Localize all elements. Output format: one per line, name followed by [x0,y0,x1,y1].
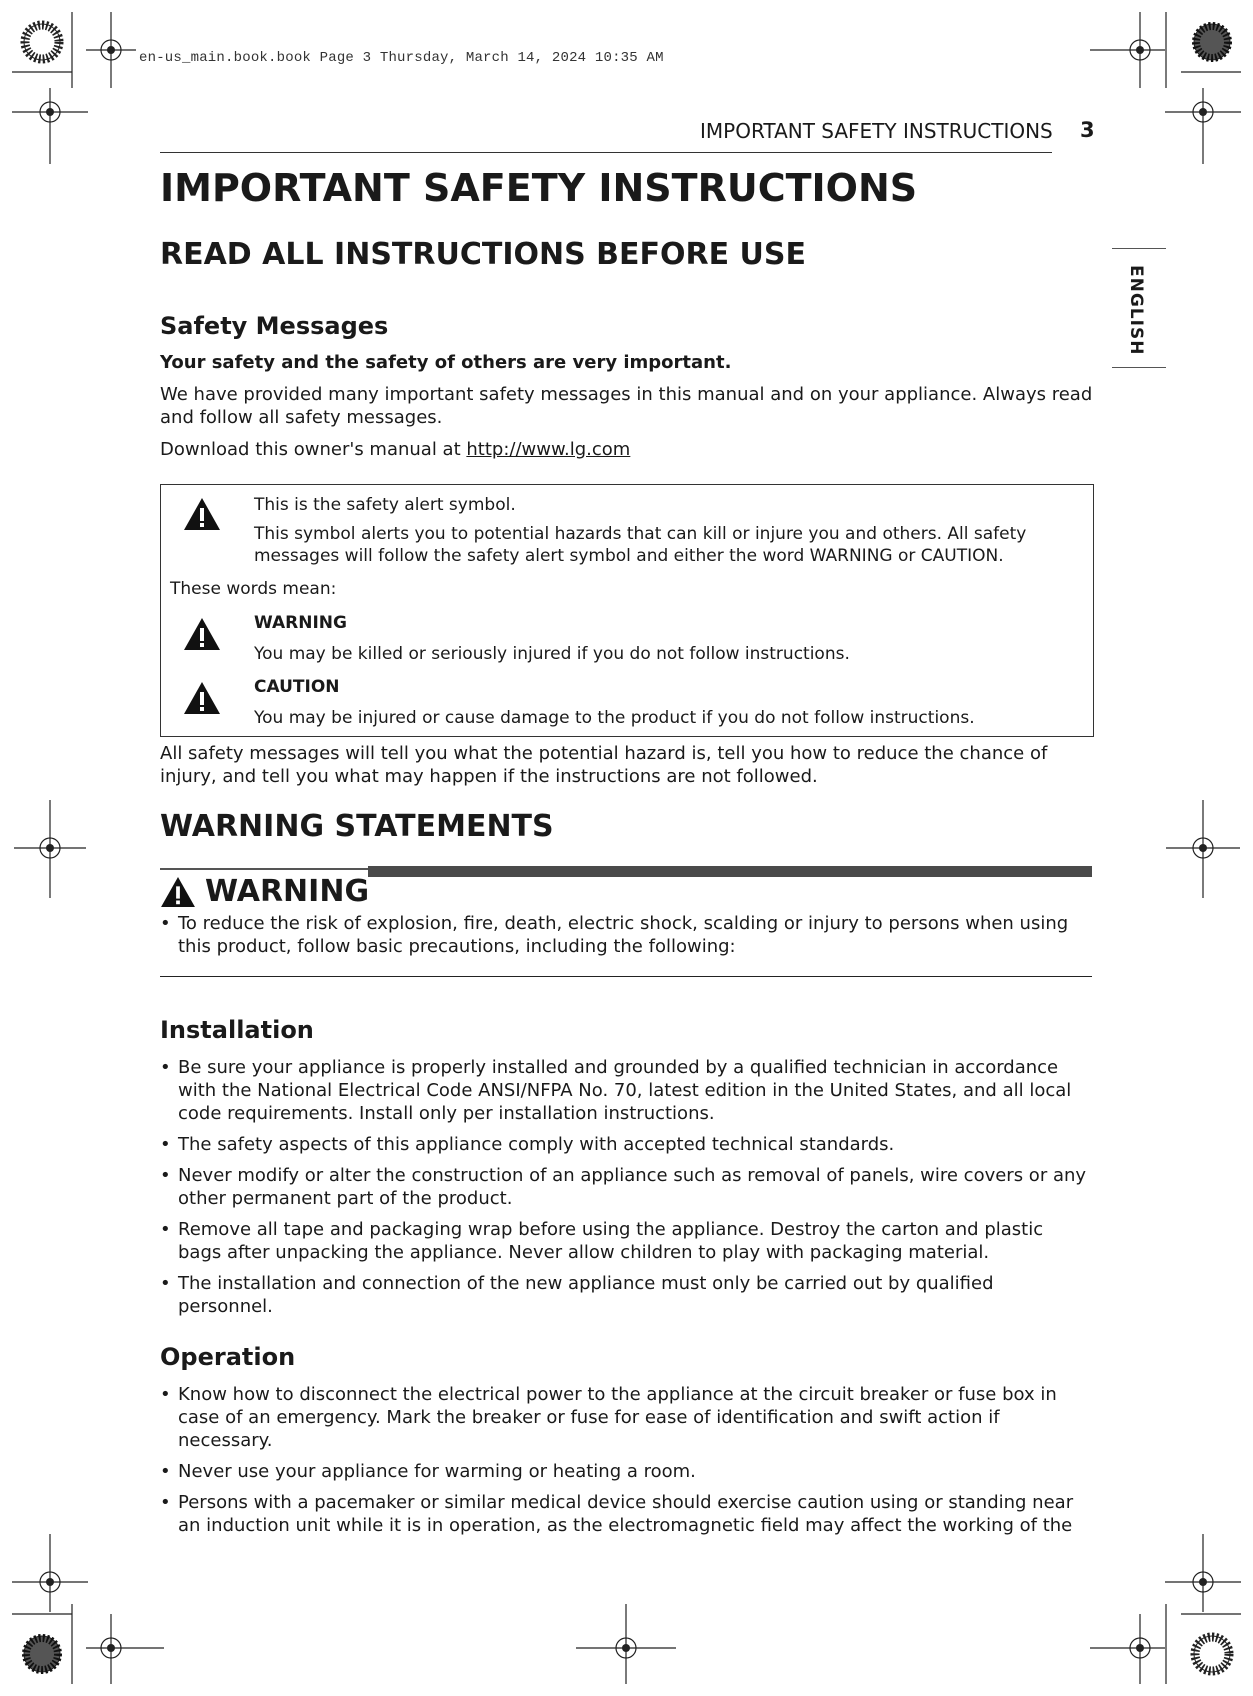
operation-heading: Operation [160,1343,296,1371]
list-item: • Remove all tape and packaging wrap before using the appliance. Destroy the carton and plastic bags after unpacking the appliance. Never allow children to play with packaging material. [160,1218,1090,1264]
words-mean: These words mean: [170,579,337,599]
warning-bar-dark [368,866,1092,877]
download-line [160,438,1092,461]
language-tab [1112,248,1166,368]
list-item: • Persons with a pacemaker or similar medical device should exercise caution using or standing near an induction unit while it is in operation, as the electromagnetic field may affect the working of the [160,1491,1090,1537]
installation-list [160,1056,1090,1326]
running-header-title: IMPORTANT SAFETY INSTRUCTIONS [700,119,1053,143]
warning-label: WARNING [254,613,347,633]
warning-list [160,912,1090,966]
page-subtitle: READ ALL INSTRUCTIONS BEFORE USE [160,237,807,272]
warning-alert-icon [183,617,221,651]
safety-lead: Your safety and the safety of others are very important. [160,352,732,373]
symbol-desc: This symbol alerts you to potential hazards that can kill or injure you and others. All safety messages will follow the safety alert symbol and either the word WARNING or CAUTION. [254,524,1027,566]
warning-statements-heading: WARNING STATEMENTS [160,809,554,844]
warning-signal-word: WARNING [205,874,370,909]
list-item: • To reduce the risk of explosion, fire, death, electric shock, scalding or injury to persons when using this product, follow basic precautions, including the following: [160,912,1090,958]
list-item: • Know how to disconnect the electrical power to the appliance at the circuit breaker or fuse box in case of an emergency. Mark the breaker or fuse for ease of identification and swift action if necessary. [160,1383,1090,1452]
caution-desc: You may be injured or cause damage to the product if you do not follow instructions. [254,708,975,728]
warning-bottom-rule [160,976,1092,977]
safety-alert-icon [183,497,221,531]
warning-desc: You may be killed or seriously injured if you do not follow instructions. [254,644,850,664]
caution-alert-icon [183,681,221,715]
safety-alert-box [160,484,1094,737]
warning-signal-icon [160,876,196,908]
page-title: IMPORTANT SAFETY INSTRUCTIONS [160,166,918,210]
list-item: • The installation and connection of the new appliance must only be carried out by qualified personnel. [160,1272,1090,1318]
symbol-line: This is the safety alert symbol. [254,495,516,515]
list-item: • Be sure your appliance is properly installed and grounded by a qualified technician in accordance with the National Electrical Code ANSI/NFPA No. 70, latest edition in the United States, and all local code requirements. Install only per installation instructions. [160,1056,1090,1125]
header-rule [160,152,1052,153]
download-link[interactable]: http://www.lg.com [466,439,631,460]
operation-list [160,1383,1090,1545]
page-number: 3 [1080,118,1095,142]
safety-messages-heading: Safety Messages [160,312,389,340]
installation-heading: Installation [160,1016,314,1044]
print-info: en-us_main.book.book Page 3 Thursday, March 14, 2024 10:35 AM [139,50,664,66]
list-item: • Never use your appliance for warming or heating a room. [160,1460,1090,1483]
warning-bar-light [160,868,368,870]
list-item: • The safety aspects of this appliance comply with accepted technical standards. [160,1133,1090,1156]
after-box-text: All safety messages will tell you what the potential hazard is, tell you how to reduce the chance of injury, and tell you what may happen if the instructions are not followed. [160,743,1048,787]
safety-para: We have provided many important safety messages in this manual and on your appliance. Always read and follow all safety messages. [160,384,1093,428]
list-item: • Never modify or alter the construction of an appliance such as removal of panels, wire covers or any other permanent part of the product. [160,1164,1090,1210]
caution-label: CAUTION [254,677,340,697]
download-prefix: Download this owner's manual at [160,439,467,460]
language-tab-label: ENGLISH [1126,265,1146,356]
